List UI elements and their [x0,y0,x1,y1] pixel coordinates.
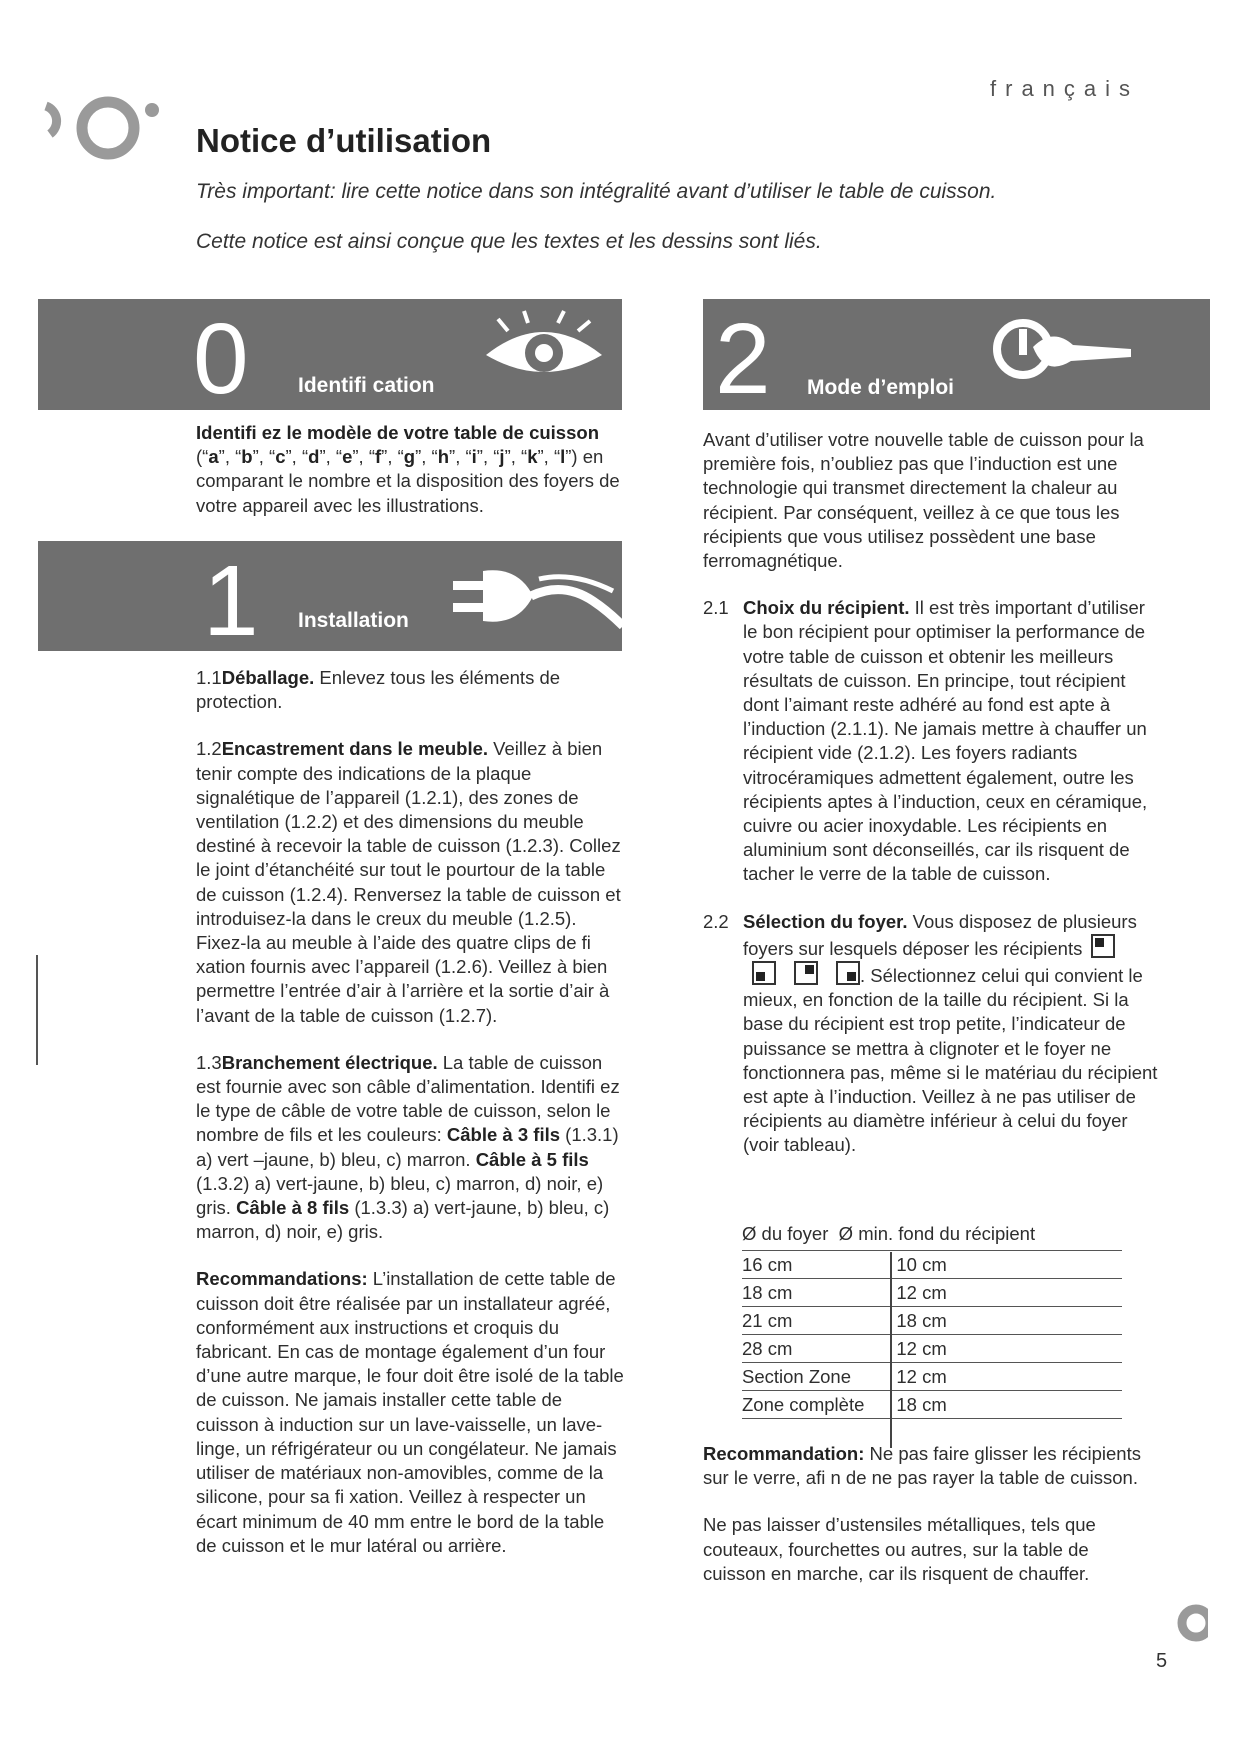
cell-min-diameter: 10 cm [890,1251,1122,1279]
section-0-label: Identifi cation [298,374,435,397]
brand-circle-icon [1168,1598,1208,1648]
model-letter: g [403,446,416,468]
item-number: 1.1 [196,667,222,688]
recommendation-text: Ne pas faire glisser les récipients sur le verre, afi n de ne pas rayer la table de cuisson. [703,1443,1141,1489]
item-heading: Déballage. [221,667,315,688]
recommendations [196,1267,626,1557]
item-text: (1.3.3) a) vert-jaune, b) bleu, c) marron, d) noir, e) gris. [196,1197,610,1243]
plug-icon [443,551,622,641]
item-text: (1.3.1) a) vert –jaune, b) bleu, c) marron. [196,1124,619,1170]
model-letter: e [342,446,353,468]
brand-logo-icon [36,76,166,176]
margin-line [36,955,38,1065]
table-row [742,1391,1122,1419]
item-text: Enlevez tous les éléments de protection. [196,667,561,713]
model-letter: d [308,446,320,468]
table-row [742,1335,1122,1363]
section-0-text: Identifi ez le modèle de votre table de cuisson (“a”, “b”, “c”, “d”, “e”, “f”, “g”, “h”, “i”, “j”, “k”, “l”) en comparant le nombre et la disposition des foyers de votre appareil avec les illustrations. [196,422,620,516]
list-item [196,737,626,1027]
model-letter: i [471,446,477,468]
section-2-number: 2 [715,303,771,410]
section-1-number: 1 [203,545,259,651]
cable-5-label: Câble à 5 fils [475,1148,589,1170]
item-text: Vous disposez de plusieurs foyers sur lesquels déposer les récipients [743,910,1137,959]
cell-foyer: Zone complète [742,1391,890,1419]
cell-foyer: 16 cm [742,1251,890,1279]
table-header [742,1222,1122,1246]
section-2-recommendation [703,1442,1153,1586]
table-row [742,1279,1122,1307]
section-1-banner [38,541,622,651]
section-1-label: Installation [298,609,409,632]
page-title: Notice d’utilisation [196,122,492,159]
model-letter: h [437,446,450,468]
model-letter: b [241,446,253,468]
item-number: 2.2 [703,910,729,932]
page-number: 5 [1156,1650,1168,1672]
cell-min-diameter: 12 cm [890,1335,1122,1363]
list-item [703,596,1163,886]
burner-bottom-left-icon [752,961,776,985]
section-2-intro: Avant d’utiliser votre nouvelle table de cuisson pour la première fois, n’oubliez pas que l’induction est une technologie qui transmet directement la chaleur au récipient. Par conséquent, veillez à ce que tous les récipients que vous utilisez possèdent une base ferromagnétique. [703,429,1144,572]
section-2-label: Mode d’emploi [807,376,954,399]
burner-bottom-right-icon [836,961,860,985]
item-number: 1.3 [196,1051,222,1073]
table-header-min: Ø min. fond du récipient [838,1223,1036,1244]
cell-foyer: 18 cm [742,1279,890,1307]
section-2-banner [703,299,1210,410]
table-column-divider [890,1252,892,1448]
item-text: . Sélectionnez celui qui convient le mieux, en fonction de la taille du récipient. Si la base du récipient est trop petite, l’indicateur de puissance se mettra à clignoter et le foyer ne fonctionnera pas, même si le matériau du récipient est apte à l’induction. Veillez à ne pas utiliser de récipients au diamètre inférieur à celui du foyer (voir tableau). [743,965,1158,1156]
recommendations-heading: Recommandations: [196,1268,368,1290]
cell-min-diameter: 18 cm [890,1307,1122,1335]
cell-min-diameter: 12 cm [890,1363,1122,1391]
intro-note: Cette notice est ainsi conçue que les textes et les dessins sont liés. [196,230,822,253]
section-0-number: 0 [193,303,249,410]
section-0-banner [38,299,622,410]
language-label: français [990,76,1140,101]
metal-utensils-warning: Ne pas laisser d’ustensiles métalliques, tels que couteaux, fourchettes ou autres, sur la table de cuisson en marche, car ils risquent de chauffer. [703,1514,1096,1584]
cell-min-diameter: 12 cm [890,1279,1122,1307]
burner-top-right-icon [794,961,818,985]
touch-control-icon [983,307,1133,397]
eye-icon [478,309,613,389]
identify-lead: Identifi ez le modèle de votre table de cuisson [196,422,599,443]
model-letter: j [499,446,505,468]
table-row [742,1251,1122,1279]
list-item [196,1051,626,1245]
cell-foyer: Section Zone [742,1363,890,1391]
item-text: La table de cuisson est fournie avec son câble d’alimentation. Identifi ez le type de câble de votre table de cuisson, selon le nombre de fils et les couleurs: [196,1051,620,1146]
burner-top-left-icon [1091,934,1115,958]
item-text: Veillez à bien tenir compte des indications de la plaque signalétique de l’appareil (1.2.1), des zones de ventilation (1.2.2) et des dimensions du meuble destiné à recevoir la table de cuisson (1.2.3). Collez le joint d’étanchéité sur tout le pourtour de la table de cuisson (1.2.4). Renversez la table de cuisson et introduisez-la dans le creux du meuble (1.2.5). Fixez-la au meuble à l’aide des quatre clips de fi xation fournis avec l’appareil (1.2.6). Veillez à bien permettre l’entrée d’air à l’arrière et la sortie d’air à l’avant de la table de cuisson (1.2.7). [196,738,621,1026]
table-row [742,1307,1122,1335]
item-heading: Branchement électrique. [221,1051,438,1073]
table [742,1250,1122,1419]
cell-min-diameter: 18 cm [890,1391,1122,1419]
item-number: 2.1 [703,597,729,619]
item-text: Il est très important d’utiliser le bon récipient pour optimiser la performance de votre table de cuisson et obtenir les meilleurs résultats de cuisson. En principe, tout récipient dont l’aimant reste adhéré au fond est apte à l’induction (2.1.1). Ne jamais mettre à chauffer un récipient vide (2.1.2). Les foyers radiants vitrocéramiques admettent également, outre les récipients aptes à l’induction, ceux en céramique, cuivre ou acier inoxydable. Les récipients en aluminium sont déconseillés, car ils risquent de tacher le verre de la table de cuisson. [743,597,1148,885]
model-letter: f [374,446,382,468]
item-heading: Choix du récipient. [743,597,910,619]
model-letter: a [208,446,219,468]
item-text: (1.3.2) a) vert-jaune, b) bleu, c) marron, d) noir, e) gris. [196,1172,604,1219]
model-letter: k [527,446,538,468]
model-list: “a”, “b”, “c”, “d”, “e”, “f”, “g”, “h”, “i”, “j”, “k”, “l” [202,446,572,468]
list-item [196,666,626,714]
identify-text: ) en comparant le nombre et la disposition des foyers de votre appareil avec les illustrations. [196,446,620,516]
table-row [742,1363,1122,1391]
model-letter: l [560,446,566,468]
model-letter: c [275,446,286,468]
cable-8-label: Câble à 8 fils [236,1197,350,1219]
cell-foyer: 28 cm [742,1335,890,1363]
section-2-text [703,428,1163,1158]
item-heading: Sélection du foyer. [743,910,908,932]
table-header-foyer: Ø du foyer [742,1223,829,1244]
burner-size-table [742,1222,1122,1419]
section-1-items [196,666,626,1558]
intro-important: Très important: lire cette notice dans son intégralité avant d’utiliser le table de cuisson. [196,180,997,203]
recommendations-text: L’installation de cette table de cuisson doit être réalisée par un installateur agréé, conformément aux instructions et croquis du fabricant. En cas de montage également d’un four d’une autre marque, le four doit être isolé de la table de cuisson. Ne jamais installer cette table de cuisson à induction sur un lave-vaisselle, un lave-linge, un réfrigérateur ou un congélateur. Ne jamais utiliser de matériaux non-amovibles, comme de la silicone, pour sa fi xation. Veillez à respecter un écart minimum de 40 mm entre le bord de la table de cuisson et le mur latéral ou arrière. [196,1268,624,1556]
cable-3-label: Câble à 3 fils [446,1124,561,1146]
item-number: 1.2 [196,738,222,760]
item-heading: Encastrement dans le meuble. [221,738,489,760]
cell-foyer: 21 cm [742,1307,890,1335]
list-item [703,910,1163,1158]
recommendation-heading: Recommandation: [703,1443,865,1464]
